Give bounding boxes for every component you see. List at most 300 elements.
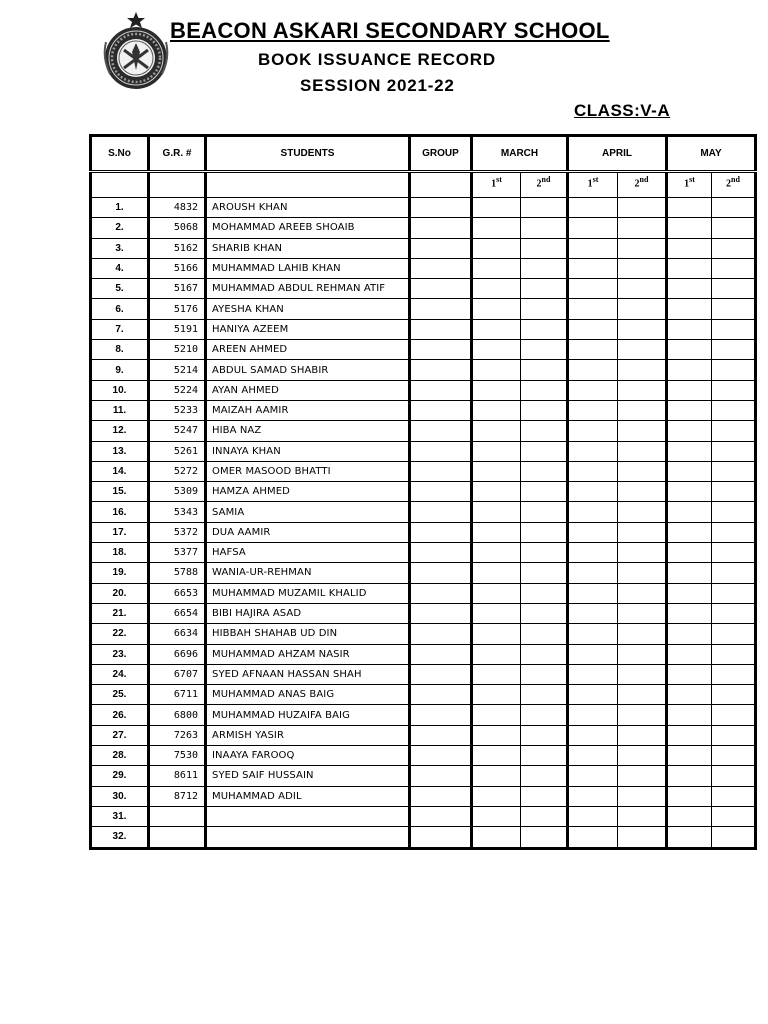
row-april-2nd-cell: [618, 563, 667, 583]
table-row: [91, 685, 756, 705]
row-april-1st-cell: [568, 543, 618, 563]
row-march-2nd-cell: [521, 340, 568, 360]
row-march-2nd-cell: [521, 603, 568, 623]
row-student-name: HIBBAH SHAHAB UD DIN: [206, 624, 410, 644]
row-march-2nd-cell: [521, 543, 568, 563]
row-march-2nd-cell: [521, 664, 568, 684]
subheader-empty: [149, 172, 206, 198]
row-gr-number: 6653: [149, 583, 206, 603]
row-gr-number: 5176: [149, 299, 206, 319]
subheader-empty: [91, 172, 149, 198]
row-student-name: MUHAMMAD AHZAM NASIR: [206, 644, 410, 664]
row-sno: 22.: [91, 624, 149, 644]
row-group-cell: [410, 827, 472, 848]
row-may-2nd-cell: [712, 685, 756, 705]
row-gr-number: 6696: [149, 644, 206, 664]
row-april-2nd-cell: [618, 461, 667, 481]
row-group-cell: [410, 563, 472, 583]
row-group-cell: [410, 482, 472, 502]
row-student-name: MUHAMMAD HUZAIFA BAIG: [206, 705, 410, 725]
row-sno: 13.: [91, 441, 149, 461]
row-march-2nd-cell: [521, 685, 568, 705]
row-student-name: HIBA NAZ: [206, 421, 410, 441]
row-student-name: HAMZA AHMED: [206, 482, 410, 502]
row-sno: 9.: [91, 360, 149, 380]
row-march-1st-cell: [472, 543, 521, 563]
row-may-2nd-cell: [712, 725, 756, 745]
row-group-cell: [410, 218, 472, 238]
row-group-cell: [410, 786, 472, 806]
row-april-2nd-cell: [618, 360, 667, 380]
row-april-1st-cell: [568, 705, 618, 725]
row-group-cell: [410, 543, 472, 563]
row-april-1st-cell: [568, 806, 618, 826]
row-april-2nd-cell: [618, 400, 667, 420]
table-row: [91, 421, 756, 441]
table-row: [91, 258, 756, 278]
row-march-1st-cell: [472, 441, 521, 461]
row-april-2nd-cell: [618, 543, 667, 563]
row-gr-number: 5233: [149, 400, 206, 420]
row-sno: 2.: [91, 218, 149, 238]
row-may-2nd-cell: [712, 421, 756, 441]
subheader-empty: [410, 172, 472, 198]
row-sno: 25.: [91, 685, 149, 705]
row-sno: 1.: [91, 198, 149, 218]
row-may-2nd-cell: [712, 299, 756, 319]
session-label: SESSION 2021-22: [300, 76, 455, 95]
row-may-1st-cell: [667, 725, 712, 745]
row-april-1st-cell: [568, 340, 618, 360]
row-student-name: BIBI HAJIRA ASAD: [206, 603, 410, 623]
book-issuance-table: [89, 134, 757, 850]
row-march-1st-cell: [472, 806, 521, 826]
row-group-cell: [410, 238, 472, 258]
row-may-2nd-cell: [712, 806, 756, 826]
row-april-2nd-cell: [618, 380, 667, 400]
row-april-1st-cell: [568, 258, 618, 278]
row-group-cell: [410, 705, 472, 725]
march-2nd-header: 2nd: [521, 172, 568, 198]
row-group-cell: [410, 664, 472, 684]
table-row: [91, 340, 756, 360]
row-group-cell: [410, 421, 472, 441]
row-student-name: AREEN AHMED: [206, 340, 410, 360]
row-gr-number: 4832: [149, 198, 206, 218]
row-march-2nd-cell: [521, 360, 568, 380]
row-gr-number: 5309: [149, 482, 206, 502]
row-march-2nd-cell: [521, 806, 568, 826]
row-may-2nd-cell: [712, 238, 756, 258]
row-may-1st-cell: [667, 319, 712, 339]
row-may-2nd-cell: [712, 319, 756, 339]
row-gr-number: [149, 806, 206, 826]
row-may-2nd-cell: [712, 603, 756, 623]
row-sno: 6.: [91, 299, 149, 319]
row-april-1st-cell: [568, 380, 618, 400]
row-april-1st-cell: [568, 786, 618, 806]
row-april-1st-cell: [568, 685, 618, 705]
col-header-gr: G.R. #: [149, 136, 206, 172]
row-sno: 28.: [91, 746, 149, 766]
row-may-1st-cell: [667, 806, 712, 826]
row-may-1st-cell: [667, 502, 712, 522]
row-group-cell: [410, 441, 472, 461]
row-student-name: MUHAMMAD MUZAMIL KHALID: [206, 583, 410, 603]
row-march-1st-cell: [472, 766, 521, 786]
row-march-1st-cell: [472, 522, 521, 542]
row-gr-number: 8611: [149, 766, 206, 786]
row-march-1st-cell: [472, 482, 521, 502]
row-may-1st-cell: [667, 827, 712, 848]
row-sno: 32.: [91, 827, 149, 848]
row-group-cell: [410, 299, 472, 319]
row-may-1st-cell: [667, 441, 712, 461]
row-may-1st-cell: [667, 482, 712, 502]
row-march-1st-cell: [472, 279, 521, 299]
row-march-1st-cell: [472, 461, 521, 481]
april-2nd-header: 2nd: [618, 172, 667, 198]
row-march-1st-cell: [472, 786, 521, 806]
table-row: [91, 827, 756, 848]
row-april-2nd-cell: [618, 502, 667, 522]
row-student-name: AROUSH KHAN: [206, 198, 410, 218]
row-may-1st-cell: [667, 380, 712, 400]
row-may-1st-cell: [667, 238, 712, 258]
table-header-row: [91, 136, 756, 172]
row-student-name: MUHAMMAD ADIL: [206, 786, 410, 806]
row-march-1st-cell: [472, 360, 521, 380]
col-header-group: GROUP: [410, 136, 472, 172]
table-row: [91, 583, 756, 603]
row-student-name: MAIZAH AAMIR: [206, 400, 410, 420]
row-group-cell: [410, 198, 472, 218]
record-title: BOOK ISSUANCE RECORD: [258, 50, 496, 69]
row-may-1st-cell: [667, 644, 712, 664]
row-may-1st-cell: [667, 461, 712, 481]
row-april-2nd-cell: [618, 482, 667, 502]
row-sno: 24.: [91, 664, 149, 684]
may-1st-header: 1st: [667, 172, 712, 198]
row-march-2nd-cell: [521, 380, 568, 400]
table-row: [91, 644, 756, 664]
row-april-2nd-cell: [618, 583, 667, 603]
row-march-1st-cell: [472, 502, 521, 522]
row-student-name: MUHAMMAD LAHIB KHAN: [206, 258, 410, 278]
row-sno: 7.: [91, 319, 149, 339]
row-april-2nd-cell: [618, 685, 667, 705]
row-sno: 3.: [91, 238, 149, 258]
row-april-1st-cell: [568, 664, 618, 684]
row-sno: 15.: [91, 482, 149, 502]
row-gr-number: 5214: [149, 360, 206, 380]
row-april-1st-cell: [568, 319, 618, 339]
row-may-1st-cell: [667, 624, 712, 644]
row-group-cell: [410, 360, 472, 380]
row-april-2nd-cell: [618, 441, 667, 461]
table-subheader-row: [91, 172, 756, 198]
row-gr-number: 5261: [149, 441, 206, 461]
row-may-1st-cell: [667, 603, 712, 623]
row-april-1st-cell: [568, 400, 618, 420]
row-sno: 23.: [91, 644, 149, 664]
row-march-2nd-cell: [521, 766, 568, 786]
row-may-1st-cell: [667, 786, 712, 806]
table-row: [91, 603, 756, 623]
row-gr-number: 5166: [149, 258, 206, 278]
row-gr-number: [149, 827, 206, 848]
row-april-1st-cell: [568, 238, 618, 258]
row-student-name: MUHAMMAD ABDUL REHMAN ATIF: [206, 279, 410, 299]
table-row: [91, 238, 756, 258]
row-may-2nd-cell: [712, 664, 756, 684]
row-april-1st-cell: [568, 441, 618, 461]
row-group-cell: [410, 502, 472, 522]
row-may-1st-cell: [667, 258, 712, 278]
row-april-2nd-cell: [618, 603, 667, 623]
row-april-2nd-cell: [618, 624, 667, 644]
row-march-1st-cell: [472, 603, 521, 623]
row-gr-number: 6634: [149, 624, 206, 644]
row-group-cell: [410, 603, 472, 623]
row-march-1st-cell: [472, 198, 521, 218]
row-may-2nd-cell: [712, 461, 756, 481]
table-row: [91, 786, 756, 806]
row-sno: 16.: [91, 502, 149, 522]
row-group-cell: [410, 806, 472, 826]
row-march-2nd-cell: [521, 198, 568, 218]
row-may-2nd-cell: [712, 624, 756, 644]
row-april-2nd-cell: [618, 664, 667, 684]
row-march-1st-cell: [472, 319, 521, 339]
row-sno: 19.: [91, 563, 149, 583]
col-header-may: MAY: [667, 136, 756, 172]
col-header-sno: S.No: [91, 136, 149, 172]
table-row: [91, 705, 756, 725]
row-march-2nd-cell: [521, 299, 568, 319]
row-march-2nd-cell: [521, 502, 568, 522]
table-row: [91, 441, 756, 461]
row-sno: 20.: [91, 583, 149, 603]
row-may-1st-cell: [667, 543, 712, 563]
row-march-1st-cell: [472, 238, 521, 258]
row-april-1st-cell: [568, 563, 618, 583]
table-row: [91, 522, 756, 542]
row-april-2nd-cell: [618, 725, 667, 745]
row-group-cell: [410, 685, 472, 705]
row-gr-number: 6711: [149, 685, 206, 705]
row-may-2nd-cell: [712, 482, 756, 502]
row-march-2nd-cell: [521, 746, 568, 766]
row-group-cell: [410, 279, 472, 299]
row-group-cell: [410, 461, 472, 481]
row-may-2nd-cell: [712, 705, 756, 725]
row-may-1st-cell: [667, 522, 712, 542]
col-header-march: MARCH: [472, 136, 568, 172]
row-group-cell: [410, 624, 472, 644]
row-march-2nd-cell: [521, 461, 568, 481]
row-march-1st-cell: [472, 400, 521, 420]
row-group-cell: [410, 725, 472, 745]
row-may-1st-cell: [667, 685, 712, 705]
row-may-2nd-cell: [712, 360, 756, 380]
row-april-1st-cell: [568, 218, 618, 238]
row-april-1st-cell: [568, 279, 618, 299]
row-april-1st-cell: [568, 746, 618, 766]
table-row: [91, 299, 756, 319]
row-march-2nd-cell: [521, 624, 568, 644]
row-april-2nd-cell: [618, 258, 667, 278]
row-march-1st-cell: [472, 705, 521, 725]
row-sno: 18.: [91, 543, 149, 563]
row-gr-number: 8712: [149, 786, 206, 806]
row-march-1st-cell: [472, 258, 521, 278]
row-may-2nd-cell: [712, 279, 756, 299]
row-may-2nd-cell: [712, 563, 756, 583]
table-row: [91, 806, 756, 826]
row-march-1st-cell: [472, 380, 521, 400]
march-1st-header: 1st: [472, 172, 521, 198]
row-march-2nd-cell: [521, 522, 568, 542]
row-gr-number: 5343: [149, 502, 206, 522]
row-april-1st-cell: [568, 522, 618, 542]
row-student-name: MUHAMMAD ANAS BAIG: [206, 685, 410, 705]
row-april-1st-cell: [568, 766, 618, 786]
may-2nd-header: 2nd: [712, 172, 756, 198]
table-row: [91, 502, 756, 522]
row-march-1st-cell: [472, 218, 521, 238]
row-may-1st-cell: [667, 360, 712, 380]
table-row: [91, 543, 756, 563]
row-march-2nd-cell: [521, 400, 568, 420]
row-may-1st-cell: [667, 563, 712, 583]
class-label: CLASS:V-A: [574, 101, 671, 120]
row-group-cell: [410, 644, 472, 664]
row-april-1st-cell: [568, 421, 618, 441]
table-row: [91, 563, 756, 583]
row-march-2nd-cell: [521, 705, 568, 725]
table-row: [91, 360, 756, 380]
row-april-1st-cell: [568, 725, 618, 745]
row-april-1st-cell: [568, 299, 618, 319]
row-march-2nd-cell: [521, 218, 568, 238]
row-march-1st-cell: [472, 340, 521, 360]
row-may-2nd-cell: [712, 340, 756, 360]
row-april-2nd-cell: [618, 806, 667, 826]
row-may-2nd-cell: [712, 400, 756, 420]
row-april-2nd-cell: [618, 421, 667, 441]
row-gr-number: 6800: [149, 705, 206, 725]
row-march-2nd-cell: [521, 319, 568, 339]
row-march-2nd-cell: [521, 441, 568, 461]
row-group-cell: [410, 319, 472, 339]
row-sno: 4.: [91, 258, 149, 278]
row-march-2nd-cell: [521, 583, 568, 603]
row-may-2nd-cell: [712, 198, 756, 218]
row-april-2nd-cell: [618, 218, 667, 238]
row-march-2nd-cell: [521, 644, 568, 664]
row-april-1st-cell: [568, 198, 618, 218]
row-may-2nd-cell: [712, 502, 756, 522]
row-may-1st-cell: [667, 198, 712, 218]
row-student-name: SYED SAIF HUSSAIN: [206, 766, 410, 786]
row-sno: 10.: [91, 380, 149, 400]
table-row: [91, 380, 756, 400]
row-march-2nd-cell: [521, 827, 568, 848]
row-group-cell: [410, 258, 472, 278]
row-april-1st-cell: [568, 583, 618, 603]
col-header-students: STUDENTS: [206, 136, 410, 172]
table-row: [91, 624, 756, 644]
row-group-cell: [410, 766, 472, 786]
table-row: [91, 319, 756, 339]
row-april-1st-cell: [568, 644, 618, 664]
row-march-1st-cell: [472, 583, 521, 603]
row-may-1st-cell: [667, 746, 712, 766]
april-1st-header: 1st: [568, 172, 618, 198]
table-row: [91, 482, 756, 502]
row-april-1st-cell: [568, 461, 618, 481]
row-march-2nd-cell: [521, 482, 568, 502]
row-gr-number: 6654: [149, 603, 206, 623]
row-group-cell: [410, 522, 472, 542]
table-row: [91, 725, 756, 745]
row-april-2nd-cell: [618, 786, 667, 806]
row-gr-number: 5247: [149, 421, 206, 441]
row-march-1st-cell: [472, 827, 521, 848]
row-march-1st-cell: [472, 299, 521, 319]
row-may-1st-cell: [667, 664, 712, 684]
row-april-2nd-cell: [618, 319, 667, 339]
row-may-2nd-cell: [712, 827, 756, 848]
row-march-2nd-cell: [521, 786, 568, 806]
row-gr-number: 6707: [149, 664, 206, 684]
row-student-name: INAAYA FAROOQ: [206, 746, 410, 766]
row-student-name: ABDUL SAMAD SHABIR: [206, 360, 410, 380]
row-march-1st-cell: [472, 685, 521, 705]
row-april-2nd-cell: [618, 827, 667, 848]
row-student-name: DUA AAMIR: [206, 522, 410, 542]
row-gr-number: 5788: [149, 563, 206, 583]
row-group-cell: [410, 380, 472, 400]
row-may-1st-cell: [667, 766, 712, 786]
row-student-name: HAFSA: [206, 543, 410, 563]
school-name: BEACON ASKARI SECONDARY SCHOOL: [170, 18, 610, 43]
row-student-name: ARMISH YASIR: [206, 725, 410, 745]
row-april-1st-cell: [568, 624, 618, 644]
row-sno: 29.: [91, 766, 149, 786]
row-april-2nd-cell: [618, 340, 667, 360]
row-sno: 31.: [91, 806, 149, 826]
row-may-1st-cell: [667, 583, 712, 603]
table-row: [91, 198, 756, 218]
row-may-1st-cell: [667, 218, 712, 238]
row-gr-number: 5191: [149, 319, 206, 339]
row-may-1st-cell: [667, 299, 712, 319]
row-april-1st-cell: [568, 502, 618, 522]
row-student-name: [206, 827, 410, 848]
table-row: [91, 279, 756, 299]
table-row: [91, 400, 756, 420]
row-may-2nd-cell: [712, 746, 756, 766]
row-april-1st-cell: [568, 482, 618, 502]
row-gr-number: 7263: [149, 725, 206, 745]
row-student-name: INNAYA KHAN: [206, 441, 410, 461]
row-april-2nd-cell: [618, 238, 667, 258]
row-may-2nd-cell: [712, 766, 756, 786]
row-may-2nd-cell: [712, 543, 756, 563]
row-may-1st-cell: [667, 340, 712, 360]
